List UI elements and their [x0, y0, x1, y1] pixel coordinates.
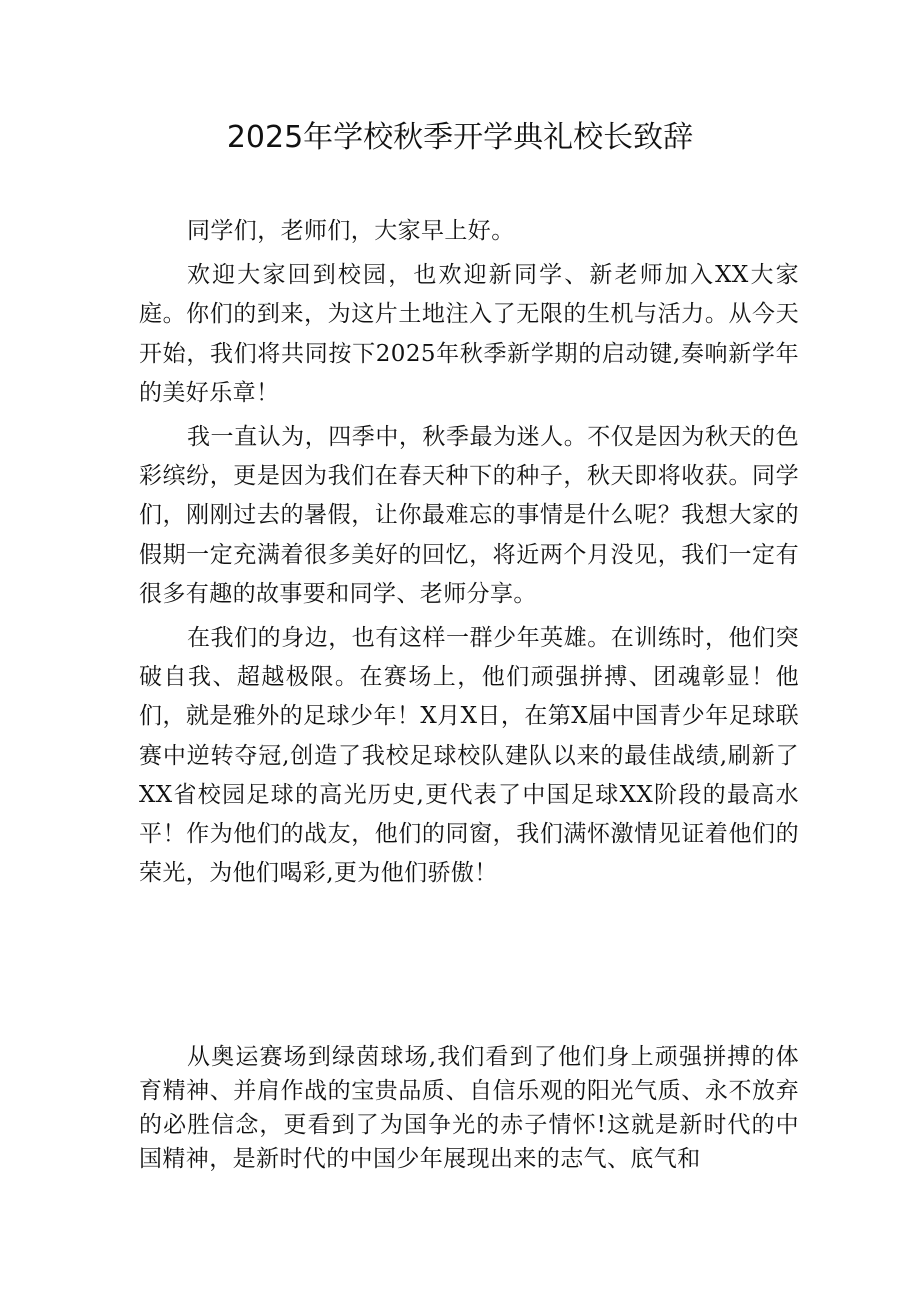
- document-body: [139, 212, 799, 893]
- paragraph-autumn: 我一直认为，四季中，秋季最为迷人。不仅是因为秋天的色彩缤纷，更是因为我们在春天种下的种子，秋天即将收获。同学们，刚刚过去的暑假，让你最难忘的事情是什么呢？我想大家的假期一定充满着很多美好的回忆，将近两个月没见，我们一定有很多有趣的故事要和同学、老师分享。: [139, 424, 799, 607]
- document-title: 2025年学校秋季开学典礼校长致辞: [226, 120, 694, 155]
- paragraph-welcome: 欢迎大家回到校园，也欢迎新同学、新老师加入XX大家庭。你们的到来，为这片土地注入了无限的生机与活力。从今天开始，我们将共同按下2025年秋季新学期的启动键,奏响新学年的美好乐章！: [139, 262, 799, 406]
- document-body-continued: [139, 1040, 799, 1176]
- paragraph-greeting: 同学们，老师们，大家早上好。: [187, 218, 515, 244]
- paragraph-spirit: 从奥运赛场到绿茵球场,我们看到了他们身上顽强拼搏的体育精神、并肩作战的宝贵品质、自信乐观的阳光气质、永不放弃的必胜信念，更看到了为国争光的赤子情怀!这就是新时代的中国精神，是新时代的中国少年展现出来的志气、底气和: [139, 1044, 799, 1172]
- paragraph-football: 在我们的身边，也有这样一群少年英雄。在训练时，他们突破自我、超越极限。在赛场上，他们顽强拼搏、团魂彰显！他们，就是雅外的足球少年！X月X日，在第X届中国青少年足球联赛中逆转夺冠,创造了我校足球校队建队以来的最佳战绩,刷新了XX省校园足球的高光历史,更代表了中国足球XX阶段的最高水平！作为他们的战友，他们的同窗，我们满怀激情见证着他们的荣光，为他们喝彩,更为他们骄傲！: [139, 625, 799, 887]
